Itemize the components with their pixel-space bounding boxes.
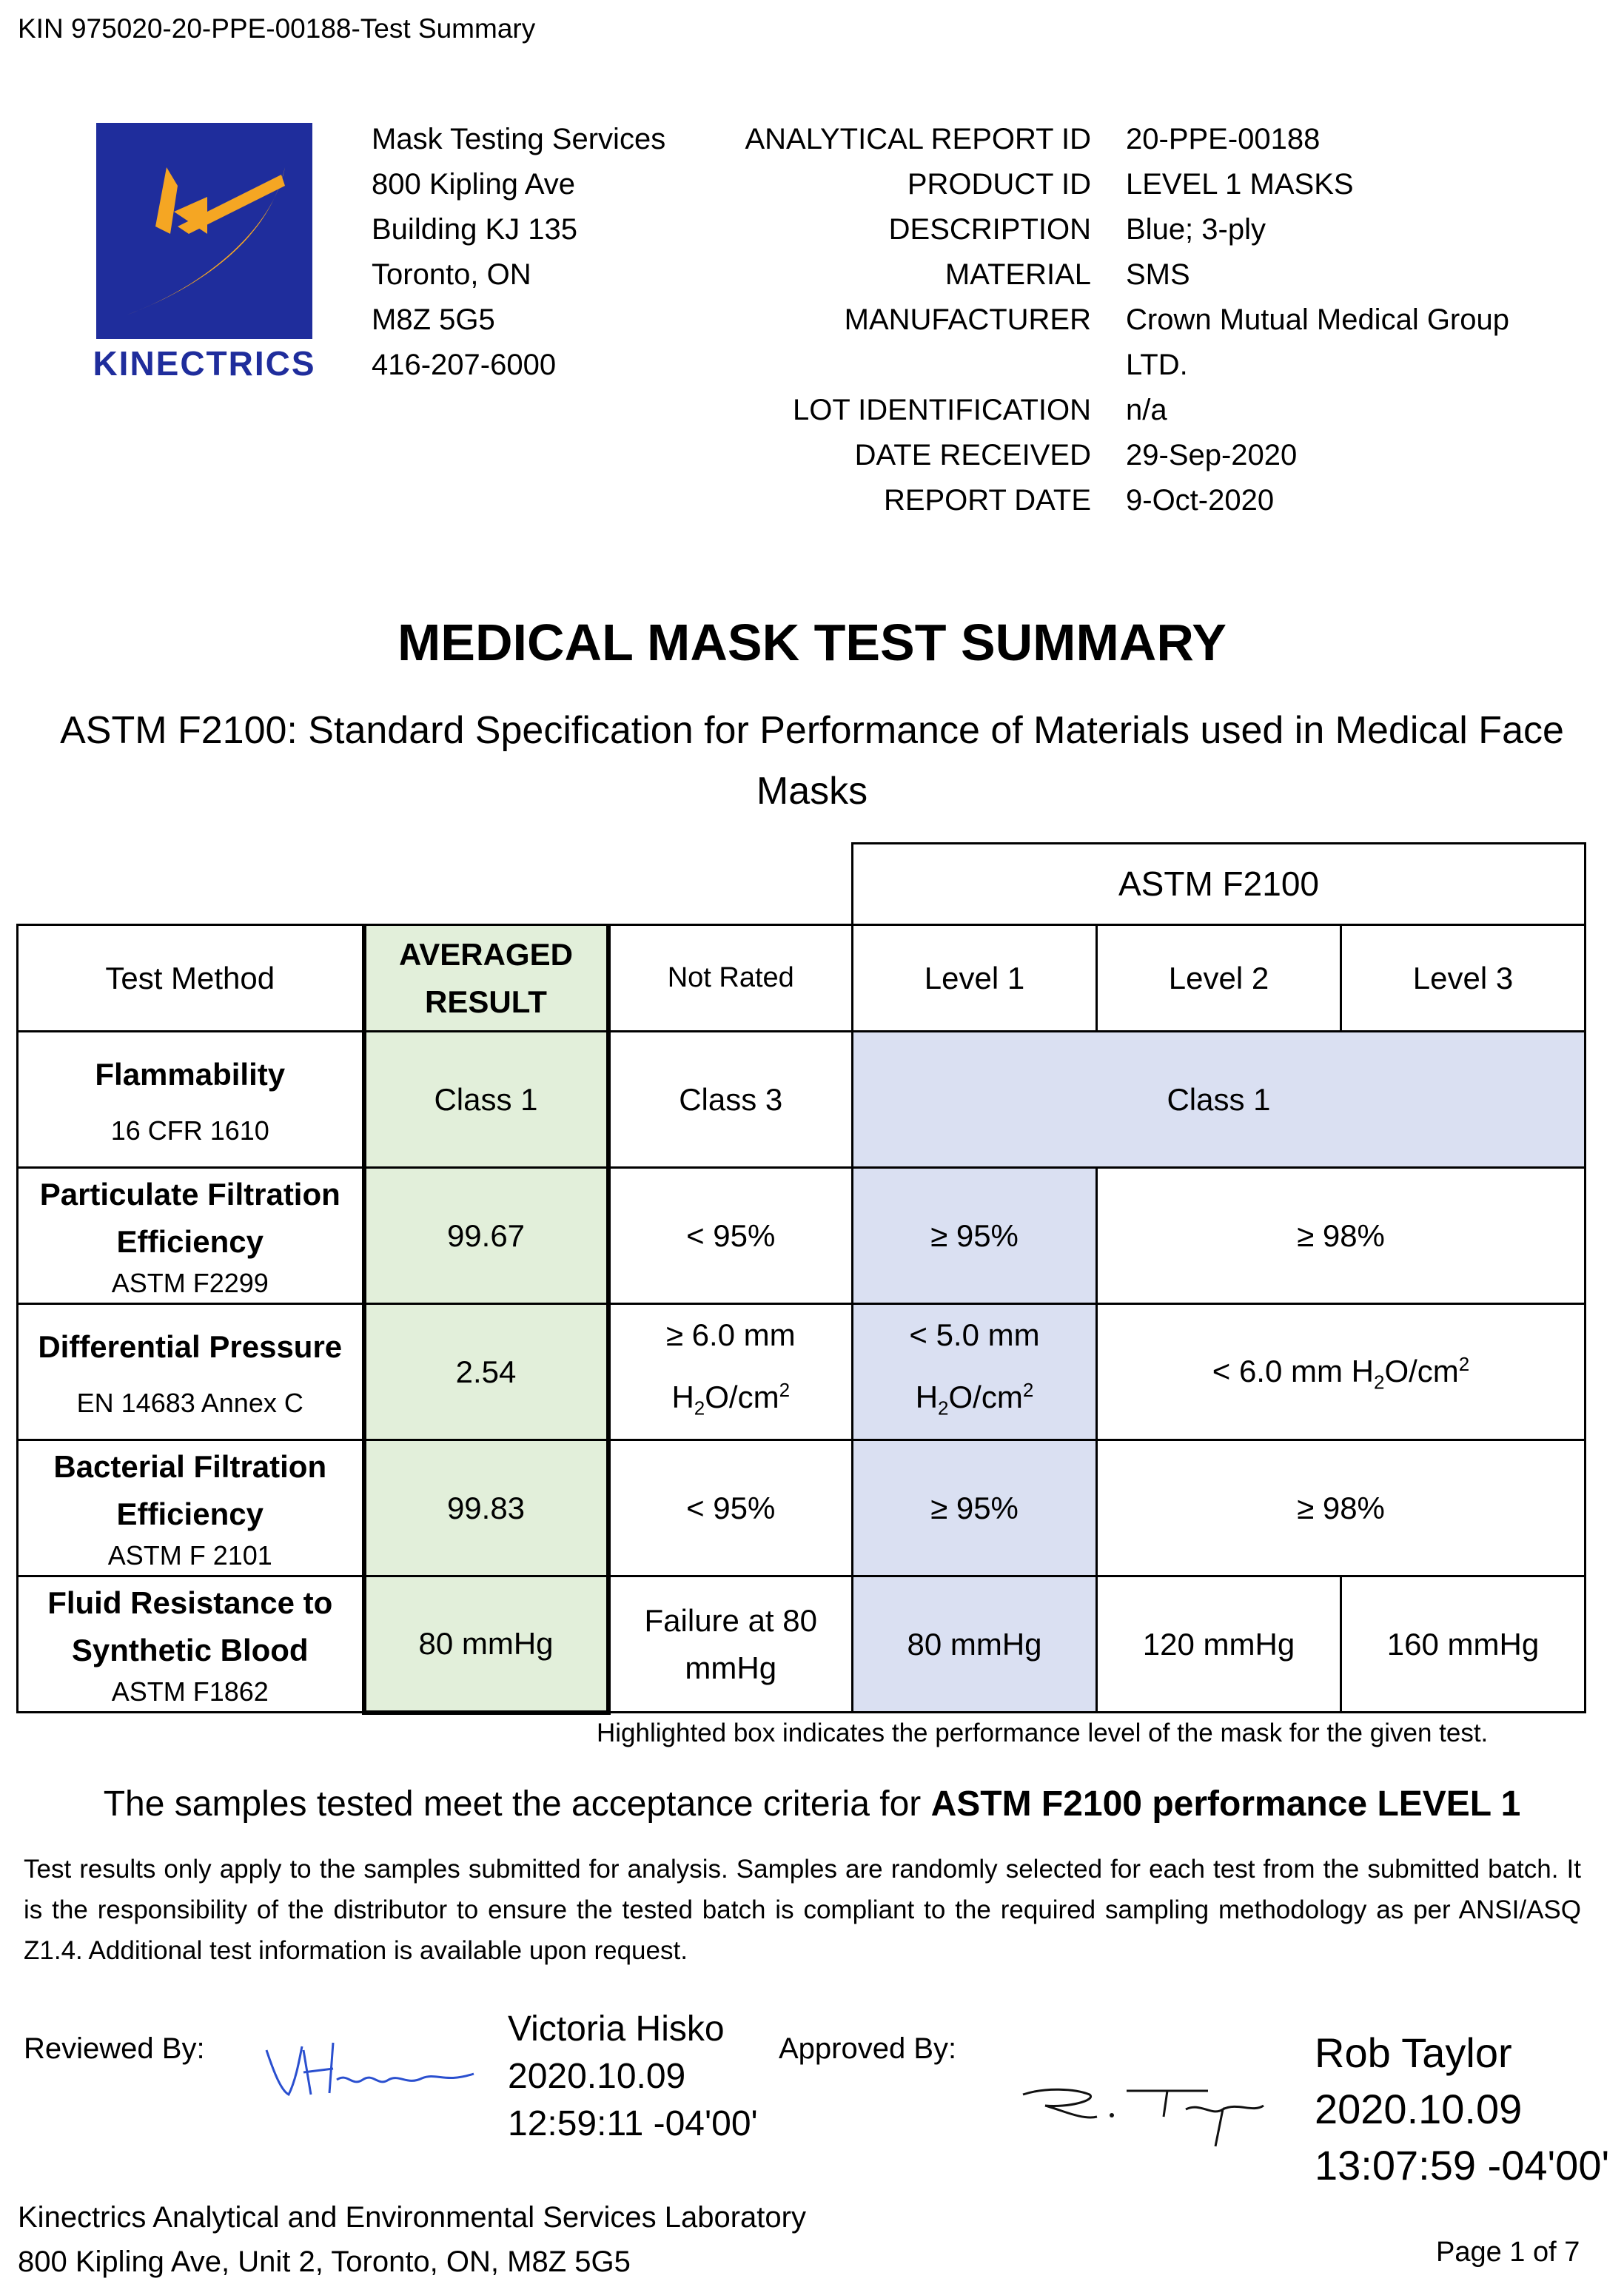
reviewer-signature-icon bbox=[259, 2028, 481, 2102]
unit-h: H bbox=[671, 1380, 694, 1415]
approver-details bbox=[1315, 2025, 1609, 2194]
page-number: Page 1 of 7 bbox=[1436, 2237, 1580, 2268]
document-id-header: KIN 975020-20-PPE-00188-Test Summary bbox=[18, 13, 536, 44]
not-rated-line1: ≥ 6.0 mm bbox=[665, 1317, 796, 1353]
approved-by-label: Approved By: bbox=[779, 2032, 957, 2065]
unit-o-cm: O/cm bbox=[705, 1380, 779, 1415]
not-rated-cell: Class 3 bbox=[608, 1032, 853, 1168]
test-standard: ASTM F2299 bbox=[111, 1267, 269, 1298]
footer-line2: 800 Kipling Ave, Unit 2, Toronto, ON, M8Z 5G5 bbox=[18, 2246, 631, 2278]
info-label: PRODUCT ID bbox=[907, 168, 1091, 201]
level-1-cell: 80 mmHg bbox=[853, 1576, 1097, 1713]
info-value: SMS bbox=[1126, 258, 1190, 291]
info-label: MATERIAL bbox=[944, 258, 1091, 291]
address-line: Mask Testing Services bbox=[372, 123, 666, 155]
highlight-note: Highlighted box indicates the performance level of the mask for the given test. bbox=[597, 1719, 1489, 1747]
reviewer-signature bbox=[259, 2028, 481, 2106]
approver-date: 2020.10.09 bbox=[1315, 2086, 1523, 2132]
header-test-method: Test Method bbox=[18, 925, 364, 1032]
reviewer-time: 12:59:11 -04'00' bbox=[508, 2104, 758, 2143]
info-value: 29-Sep-2020 bbox=[1126, 439, 1298, 471]
header-level-3: Level 3 bbox=[1341, 925, 1586, 1032]
not-rated-line2: mmHg bbox=[685, 1650, 777, 1685]
unit-o-cm: O/cm bbox=[948, 1380, 1023, 1415]
unit-sup-2: 2 bbox=[779, 1379, 791, 1402]
unit-sup-2: 2 bbox=[1458, 1352, 1470, 1375]
logo-swoosh-icon bbox=[96, 123, 312, 339]
logo-wordmark: KINECTRICS bbox=[93, 344, 316, 383]
level-2-3-cell: ≥ 98% bbox=[1097, 1168, 1586, 1304]
reviewer-date: 2020.10.09 bbox=[508, 2057, 686, 2096]
address-line: M8Z 5G5 bbox=[372, 303, 495, 336]
info-label: REPORT DATE bbox=[883, 484, 1091, 517]
level-2-3-prefix: < 6.0 mm H bbox=[1212, 1353, 1374, 1388]
not-rated-line1: Failure at 80 bbox=[644, 1602, 817, 1638]
test-method-cell bbox=[18, 1440, 364, 1576]
info-value: LEVEL 1 MASKS bbox=[1126, 168, 1354, 201]
address-line: Building KJ 135 bbox=[372, 213, 577, 246]
header-level-1: Level 1 bbox=[853, 925, 1097, 1032]
table-row bbox=[18, 1168, 1586, 1304]
unit-sub-2: 2 bbox=[1373, 1371, 1385, 1394]
averaged-result-cell: 99.83 bbox=[364, 1440, 608, 1576]
acceptance-statement bbox=[0, 1784, 1624, 1824]
test-name-line1: Fluid Resistance to bbox=[47, 1585, 333, 1620]
info-value: 20-PPE-00188 bbox=[1126, 123, 1321, 155]
test-name-line1: Bacterial Filtration bbox=[53, 1448, 327, 1484]
approver-signature-icon bbox=[1016, 2065, 1267, 2154]
test-name: Flammability bbox=[95, 1056, 286, 1092]
not-rated-cell bbox=[608, 1304, 853, 1440]
not-rated-cell: < 95% bbox=[608, 1440, 853, 1576]
info-label: LOT IDENTIFICATION bbox=[793, 394, 1091, 426]
address-line: Toronto, ON bbox=[372, 258, 531, 291]
table-header-row bbox=[18, 925, 1586, 1032]
info-value: 9-Oct-2020 bbox=[1126, 484, 1275, 517]
page-subtitle: ASTM F2100: Standard Specification for Performance of Materials used in Medical Face Masks bbox=[60, 709, 1564, 813]
info-label: DESCRIPTION bbox=[888, 213, 1091, 246]
header-averaged-result bbox=[364, 925, 608, 1032]
not-rated-cell: < 95% bbox=[608, 1168, 853, 1304]
test-standard: EN 14683 Annex C bbox=[76, 1387, 303, 1418]
approver-name: Rob Taylor bbox=[1315, 2029, 1512, 2076]
table-row bbox=[18, 1576, 1586, 1713]
test-method-cell bbox=[18, 1032, 364, 1168]
report-info-labels bbox=[725, 117, 1091, 523]
footer-lab-info bbox=[18, 2195, 806, 2284]
unit-sup-2: 2 bbox=[1022, 1379, 1034, 1402]
info-value: LTD. bbox=[1126, 349, 1188, 381]
header-averaged-line1: AVERAGED bbox=[399, 936, 573, 972]
info-label: ANALYTICAL REPORT ID bbox=[745, 123, 1091, 155]
level-1-cell: ≥ 95% bbox=[853, 1440, 1097, 1576]
approver-signature bbox=[1016, 2065, 1267, 2157]
kinectrics-logo bbox=[93, 123, 316, 383]
reviewed-by-label: Reviewed By: bbox=[24, 2032, 205, 2065]
test-method-cell bbox=[18, 1576, 364, 1713]
footer-line1: Kinectrics Analytical and Environmental Services Laboratory bbox=[18, 2201, 806, 2234]
averaged-result-cell: 80 mmHg bbox=[364, 1576, 608, 1713]
test-method-cell bbox=[18, 1304, 364, 1440]
test-summary-table bbox=[16, 842, 1586, 1715]
level-2-3-cell bbox=[1097, 1304, 1586, 1440]
report-info-values bbox=[1126, 117, 1570, 523]
level-1-line1: < 5.0 mm bbox=[909, 1317, 1040, 1353]
reviewer-details bbox=[508, 2006, 758, 2148]
info-label bbox=[725, 343, 1091, 388]
info-value: Crown Mutual Medical Group bbox=[1126, 303, 1509, 336]
test-name: Differential Pressure bbox=[38, 1329, 343, 1364]
not-rated-cell bbox=[608, 1576, 853, 1713]
test-standard: ASTM F1862 bbox=[111, 1676, 269, 1707]
table-group-header-row bbox=[18, 844, 1586, 925]
logo-emblem bbox=[96, 123, 312, 339]
test-name-line2: Efficiency bbox=[116, 1223, 264, 1259]
test-name-line2: Efficiency bbox=[116, 1496, 264, 1531]
test-method-cell bbox=[18, 1168, 364, 1304]
reviewer-name: Victoria Hisko bbox=[508, 2009, 725, 2049]
header-level-2: Level 2 bbox=[1097, 925, 1341, 1032]
approver-time: 13:07:59 -04'00' bbox=[1315, 2142, 1610, 2189]
page-title: MEDICAL MASK TEST SUMMARY bbox=[397, 614, 1227, 671]
acceptance-level: ASTM F2100 performance LEVEL 1 bbox=[930, 1784, 1521, 1824]
test-name-line1: Particulate Filtration bbox=[39, 1176, 340, 1212]
levels-cell: Class 1 bbox=[853, 1032, 1586, 1168]
level-2-cell: 120 mmHg bbox=[1097, 1576, 1341, 1713]
info-label: DATE RECEIVED bbox=[854, 439, 1091, 471]
level-2-3-cell: ≥ 98% bbox=[1097, 1440, 1586, 1576]
table-row bbox=[18, 1440, 1586, 1576]
level-3-cell: 160 mmHg bbox=[1341, 1576, 1586, 1713]
unit-o-cm: O/cm bbox=[1384, 1353, 1459, 1388]
unit-sub-2: 2 bbox=[938, 1397, 949, 1420]
test-standard: ASTM F 2101 bbox=[107, 1539, 272, 1571]
unit-h: H bbox=[915, 1380, 939, 1415]
table-row bbox=[18, 1032, 1586, 1168]
test-standard: 16 CFR 1610 bbox=[110, 1115, 269, 1146]
table-row bbox=[18, 1304, 1586, 1440]
unit-sub-2: 2 bbox=[694, 1397, 705, 1420]
level-1-cell bbox=[853, 1304, 1097, 1440]
lab-address-block bbox=[372, 117, 665, 388]
info-label: MANUFACTURER bbox=[844, 303, 1091, 336]
address-line: 416-207-6000 bbox=[372, 349, 557, 381]
info-value: n/a bbox=[1126, 394, 1167, 426]
astm-group-header: ASTM F2100 bbox=[853, 844, 1586, 925]
averaged-result-cell: 99.67 bbox=[364, 1168, 608, 1304]
level-1-cell: ≥ 95% bbox=[853, 1168, 1097, 1304]
averaged-result-cell: Class 1 bbox=[364, 1032, 608, 1168]
acceptance-prefix: The samples tested meet the acceptance criteria for bbox=[103, 1784, 931, 1824]
header-not-rated: Not Rated bbox=[608, 925, 853, 1032]
header-averaged-line2: RESULT bbox=[425, 984, 547, 1019]
info-value: Blue; 3-ply bbox=[1126, 213, 1266, 246]
test-name-line2: Synthetic Blood bbox=[71, 1632, 309, 1667]
averaged-result-cell: 2.54 bbox=[364, 1304, 608, 1440]
disclaimer-text: Test results only apply to the samples submitted for analysis. Samples are randomly selected for each test from the submitted batch. It is the responsibility of the distributor to ensure the tested batch is compliant to the required sampling methodology as per ANSI/ASQ Z1.4. Additional test information is available upon request. bbox=[24, 1855, 1581, 1965]
address-line: 800 Kipling Ave bbox=[372, 168, 576, 201]
